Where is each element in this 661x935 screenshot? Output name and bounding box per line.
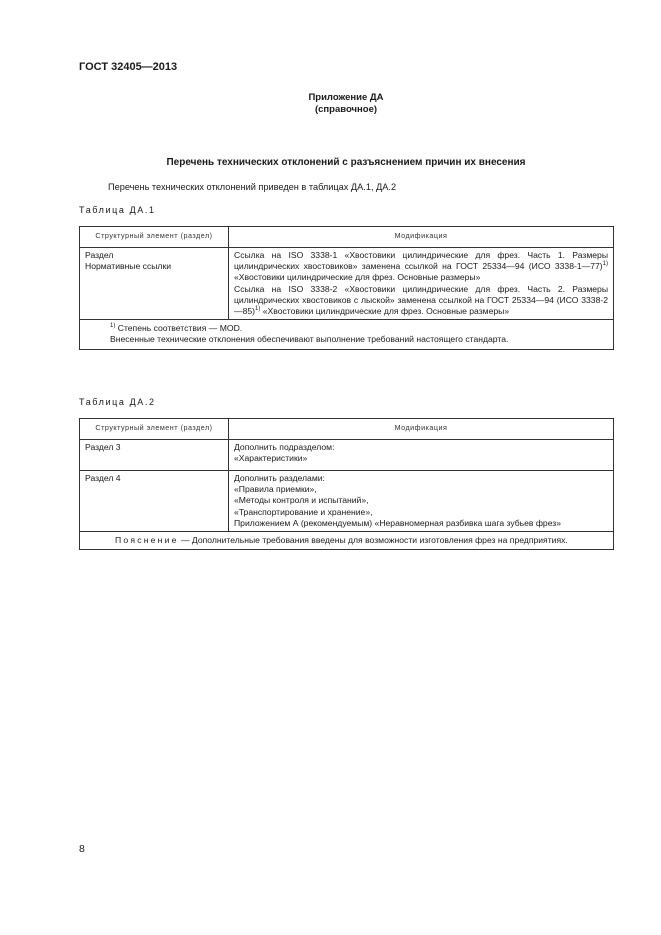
table1-element-line1: Раздел [85, 250, 114, 260]
note-text: — Дополнительные требования введены для возможности изготовления фрез на предприятиях. [178, 535, 568, 546]
table2-element-cell: Раздел 3 [80, 440, 229, 471]
footnote-ref: 1) [602, 261, 608, 268]
appendix-heading [0, 92, 661, 116]
table1-modification-cell [229, 248, 614, 320]
table1-caption: Таблица ДА.1 [79, 205, 156, 215]
table1-mod-text-3: Ссылка на ISO 3338-2 «Хвостовики цилиндрические для фрез. Часть 2. Размеры цилиндрических хвостовиков с лыской» заменена ссылкой на ГОСТ 25334—94 (ИСО 3338-2—85) [234, 283, 608, 317]
table2-mod-line: «Правила приемки», [234, 484, 317, 495]
table2-caption: Таблица ДА.2 [79, 397, 156, 407]
table2-header-row [80, 419, 614, 440]
table2 [79, 418, 614, 550]
table2-mod-line: «Транспортирование и хранение», [234, 506, 373, 517]
document-code: ГОСТ 32405—2013 [79, 61, 178, 73]
table2-mod-line: «Методы контроля и испытаний», [234, 495, 369, 506]
table2-mod-line: Дополнить подразделом: [234, 442, 335, 452]
table1-element-line2: Нормативные ссылки [85, 261, 172, 272]
table2-mod-line: Дополнить разделами: [234, 473, 325, 483]
table1-header-modification: Модификация [229, 227, 614, 248]
footnote-text2: Внесенные технические отклонения обеспечивают выполнение требований настоящего стандарта. [110, 334, 509, 345]
section-intro: Перечень технических отклонений приведен в таблицах ДА.1, ДА.2 [108, 182, 397, 192]
table-row [80, 471, 614, 532]
appendix-title: Приложение ДА [308, 92, 384, 103]
table1-footnote-cell [80, 320, 614, 349]
table-row [80, 248, 614, 320]
table2-header-element: Структурный элемент (раздел) [80, 419, 229, 440]
table1-footnote-row [80, 320, 614, 349]
table1-header-element: Структурный элемент (раздел) [80, 227, 229, 248]
table2-header-modification: Модификация [229, 419, 614, 440]
table1-mod-text-1: Ссылка на ISO 3338-1 «Хвостовики цилиндрические для фрез. Часть 1. Размеры цилиндрических хвостовиков» заменена ссылкой на ГОСТ 25334—94 (ИСО 3338-1—77) [234, 250, 608, 272]
table-row [80, 440, 614, 471]
appendix-subtitle: (справочное) [314, 104, 378, 115]
table2-note-cell [80, 532, 614, 550]
table1-mod-text-2: «Хвостовики цилиндрические для фрез. Основные размеры» [234, 272, 481, 283]
footnote-mark: 1) [110, 323, 116, 330]
table2-modification-cell [229, 440, 614, 471]
table1-element-cell [80, 248, 229, 320]
table2-modification-cell [229, 471, 614, 532]
footnote-text: Степень соответствия — MOD. [117, 323, 243, 334]
table2-mod-line: «Характеристики» [234, 453, 308, 464]
table1 [79, 226, 614, 350]
footnote-ref: 1) [255, 306, 261, 313]
table2-mod-line: Приложением А (рекомендуемым) «Неравномерная разбивка шага зубьев фрез» [234, 517, 562, 528]
table1-header-row [80, 227, 614, 248]
page-number: 8 [79, 843, 85, 855]
note-label: Пояснение [115, 535, 179, 546]
section-title: Перечень технических отклонений с разъяснением причин их внесения [166, 157, 526, 168]
table2-element-cell: Раздел 4 [80, 471, 229, 532]
table1-mod-text-4: «Хвостовики цилиндрические для фрез. Основные размеры» [260, 306, 510, 317]
table2-note-row [80, 532, 614, 550]
